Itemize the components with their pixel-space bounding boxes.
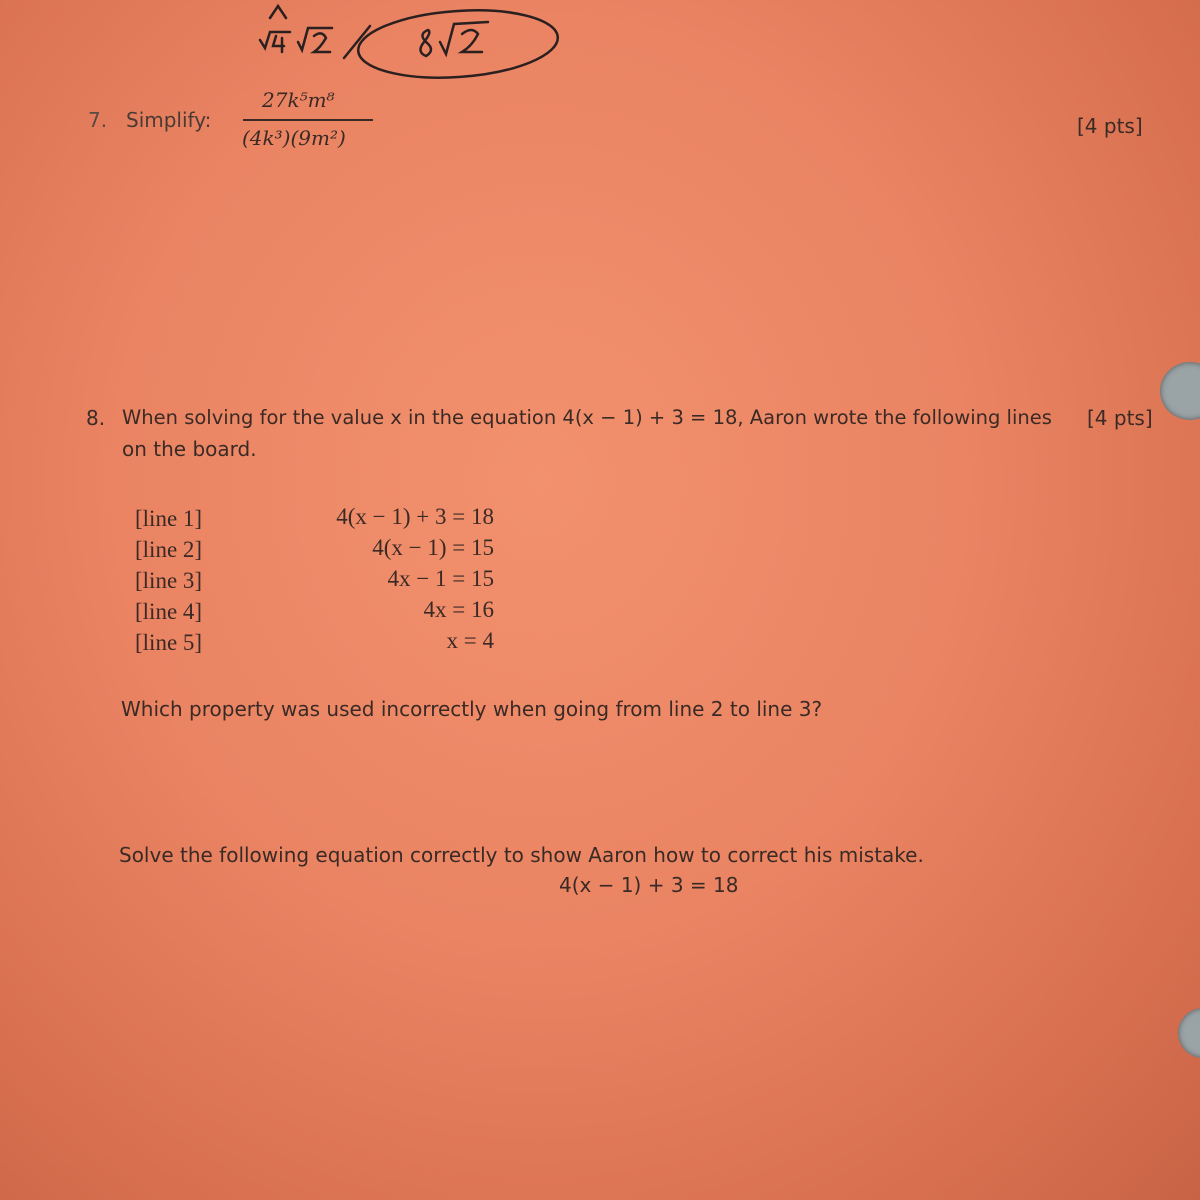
line-equation: 4x = 16 [423, 597, 494, 622]
q7-numerator: 27k⁵m⁸ [262, 88, 335, 112]
q8-instruction: Solve the following equation correctly to show Aaron how to correct his mistake. [119, 843, 924, 867]
handwritten-work [240, 0, 560, 90]
q8-prompt-line1: When solving for the value x in the equation 4(x − 1) + 3 = 18, Aaron wrote the following lines [122, 406, 1052, 429]
q7-number: 7. [88, 108, 108, 132]
line-equation: x = 4 [446, 628, 494, 653]
q8-prompt-line2: on the board. [122, 437, 257, 461]
binder-hole-bottom [1178, 1008, 1200, 1058]
line-label: [line 5] [135, 630, 203, 655]
q8-equation: 4(x − 1) + 3 = 18 [559, 873, 739, 897]
line-label: [line 1] [135, 506, 203, 531]
line-equation: 4(x − 1) = 15 [372, 535, 494, 560]
q8-number: 8. [86, 406, 106, 430]
q7-prompt: Simplify: [126, 108, 212, 132]
q8-question: Which property was used incorrectly when going from line 2 to line 3? [121, 697, 823, 721]
line-equation: 4(x − 1) + 3 = 18 [336, 504, 494, 529]
q7-fraction-bar [243, 119, 373, 121]
binder-hole-top [1160, 362, 1200, 420]
q8-points: [4 pts] [1087, 406, 1153, 430]
line-label: [line 3] [135, 568, 203, 593]
line-label: [line 2] [135, 537, 203, 562]
q7-points: [4 pts] [1077, 114, 1143, 138]
q8-line-labels [135, 503, 202, 658]
q7-denominator: (4k³)(9m²) [242, 126, 346, 150]
line-label: [line 4] [135, 599, 203, 624]
line-equation: 4x − 1 = 15 [387, 566, 494, 591]
q8-line-equations [300, 501, 494, 656]
